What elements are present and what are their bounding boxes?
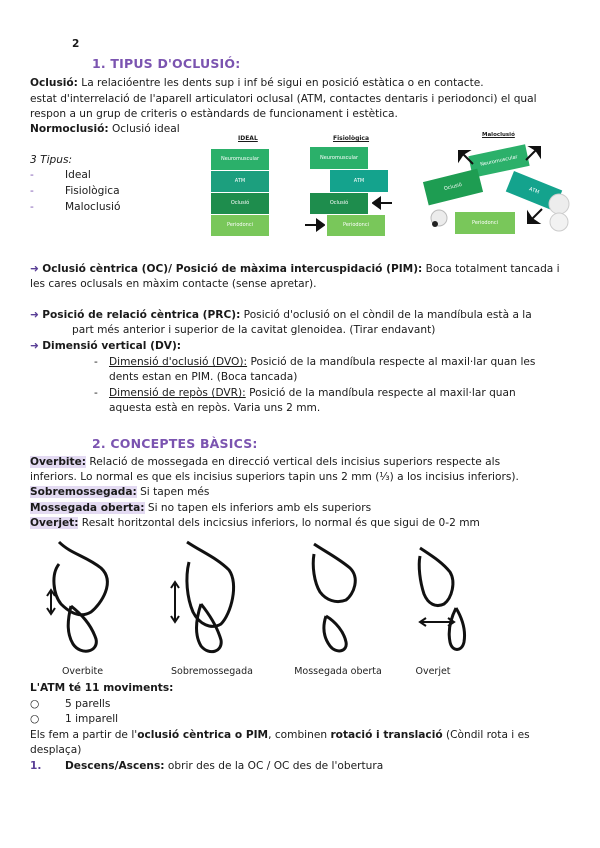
block-atm: ATM [330, 170, 388, 192]
arrow-icon [303, 218, 325, 232]
overjet-definition [30, 516, 480, 531]
overjet-sketch-image [398, 534, 478, 660]
bullet: - [30, 185, 34, 197]
dv-item [30, 339, 181, 354]
figure-title-maloclusio: Maloclusió [482, 132, 515, 138]
overbite-definition [30, 455, 500, 470]
overbite-label: Overbite: [30, 456, 87, 468]
caption-overbite: Overbite [61, 666, 104, 677]
overbite-text: Relació de mossegada en direcció vertical dels incisius superiors respecte als [86, 456, 501, 468]
sobremossegada-label: Sobremossegada: [30, 486, 137, 498]
tipus-title: 3 Tipus: [30, 154, 73, 166]
block-oclusio: Oclusió [310, 193, 368, 214]
dvr-text-line2: aquesta està en repòs. Varia uns 2 mm. [109, 402, 321, 414]
normoclusio-label: Normoclusió: [30, 123, 109, 135]
numbered-item-descens [30, 759, 384, 774]
overjet-text: Resalt horitzontal dels incicsius inferiors, lo normal és que sigui de 0-2 mm [78, 517, 480, 529]
normoclusio-definition [30, 122, 180, 137]
arrow-icon [524, 146, 542, 162]
dash: - [94, 356, 98, 368]
oclusio-text-line3: respon a un grup de criteris o estàndards de funcionament i estètica. [30, 108, 398, 120]
oclusio-label: Oclusió: [30, 77, 78, 89]
section-heading-conceptes: 2. CONCEPTES BÀSICS: [92, 436, 258, 451]
oclusio-text: La relacióentre les dents sup i inf bé sigui en posició estàtica o en contacte. [77, 77, 484, 89]
prc-text: Posició d'oclusió on el còndil de la mandíbula està a la [240, 309, 532, 321]
item-number: 1. [30, 760, 42, 772]
arrow-right-icon: ➜ [30, 340, 39, 352]
caption-mossegada-oberta: Mossegada oberta [294, 666, 382, 677]
tipus-list-item [30, 184, 120, 199]
normoclusio-text: Oclusió ideal [108, 123, 180, 135]
overbite-text-line2: inferiors. Lo normal es que els incisius superiors tapin uns 2 mm (⅓) a los incisius inferiors). [30, 471, 519, 483]
block-periodonci: Periodonci [211, 215, 269, 236]
dvo-text-line2: dents estan en PIM. (Boca tancada) [109, 371, 298, 383]
block-oclusio: Oclusió [211, 193, 269, 214]
caption-overjet: Overjet [415, 666, 451, 677]
descens-text: obrir des de la OC / OC des de l'obertura [164, 760, 384, 772]
atm-text: , combinen [268, 729, 331, 741]
block-neuromuscular: Neuromuscular [211, 149, 269, 170]
tipus-fisiologica: Fisiològica [65, 185, 120, 197]
block-neuromuscular: Neuromuscular [468, 144, 529, 178]
sobremossegada-definition [30, 485, 209, 500]
sobremossegada-text: Si tapen més [136, 486, 210, 498]
sphere-icon [546, 192, 572, 232]
dvo-label: Dimensió d'oclusió (DVO): [109, 356, 248, 368]
arrow-right-icon: ➜ [30, 309, 39, 321]
atm-imparell: 1 imparell [65, 713, 119, 725]
page-number: 2 [72, 38, 80, 50]
atm-text: (Còndil rota i es [442, 729, 530, 741]
mossegada-oberta-label: Mossegada oberta: [30, 502, 145, 514]
block-atm: ATM [211, 171, 269, 192]
dv-label: Dimensió vertical (DV): [42, 340, 182, 352]
mossegada-oberta-definition [30, 501, 371, 516]
figure-title-ideal: IDEAL [238, 135, 258, 142]
circle-bullet-icon: ○ [30, 698, 40, 710]
atm-list-item [30, 697, 111, 712]
atm-text: Els fem a partir de l' [30, 729, 138, 741]
block-periodonci: Periodonci [455, 212, 515, 234]
bullet: - [30, 169, 34, 181]
tipus-maloclusio: Maloclusió [65, 201, 121, 213]
caption-sobremossegada: Sobremossegada [171, 666, 253, 677]
circle-bullet-icon: ○ [30, 713, 40, 725]
atm-list-item [30, 712, 119, 727]
arrow-icon [526, 207, 544, 225]
arrow-right-icon: ➜ [30, 263, 39, 275]
prc-text-line2: part més anterior i superior de la cavitat glenoidea. (Tirar endavant) [72, 324, 436, 336]
atm-parells: 5 parells [65, 698, 111, 710]
oc-item [30, 262, 560, 277]
prc-item [30, 308, 532, 323]
arrow-icon [457, 150, 475, 166]
block-neuromuscular: Neuromuscular [310, 147, 368, 169]
dvr-item [94, 386, 516, 401]
sobremossegada-sketch-image [157, 534, 257, 660]
section-heading-tipus: 1. TIPUS D'OCLUSIÓ: [92, 56, 241, 71]
overbite-sketch-image [31, 534, 134, 660]
tipus-list-item [30, 168, 91, 183]
atm-text-bold: rotació i translació [330, 729, 443, 741]
figure-title-fisiologica: Fisiològica [333, 135, 370, 142]
dvo-item [94, 355, 536, 370]
block-periodonci: Periodonci [327, 215, 385, 236]
block-oclusio: Oclusió [423, 169, 483, 206]
mossegada-oberta-text: Si no tapen els inferiors amb els superiors [144, 502, 372, 514]
oclusio-definition [30, 76, 484, 91]
overjet-label: Overjet: [30, 517, 79, 529]
dvr-label: Dimensió de repòs (DVR): [109, 387, 246, 399]
block-atm: ATM [506, 171, 562, 211]
sphere-icon [429, 204, 449, 228]
dvo-text: Posició de la mandíbula respecte al maxil·lar quan les [247, 356, 536, 368]
atm-title: L'ATM té 11 moviments: [30, 682, 174, 694]
oc-text: Boca totalment tancada i [422, 263, 560, 275]
oclusio-text-line2: estat d'interrelació de l'aparell articulatori oclusal (ATM, contactes dentaris i periodonci) el qual [30, 93, 537, 105]
oc-label: Oclusió cèntrica (OC)/ Posició de màxima intercuspidació (PIM): [42, 263, 423, 275]
atm-description [30, 728, 530, 743]
tipus-ideal: Ideal [65, 169, 91, 181]
dvr-text: Posició de la mandíbula respecte al maxil·lar quan [245, 387, 516, 399]
prc-label: Posició de relació cèntrica (PRC): [42, 309, 241, 321]
atm-description-line2: desplaça) [30, 744, 82, 756]
descens-label: Descens/Ascens: [65, 760, 165, 772]
arrow-icon [372, 196, 394, 210]
oc-text-line2: les cares oclusals en màxim contacte (sense apretar). [30, 278, 317, 290]
bullet: - [30, 201, 34, 213]
mossegada-oberta-sketch-image [288, 534, 380, 660]
dash: - [94, 387, 98, 399]
atm-text-bold: oclusió cèntrica o PIM [137, 729, 269, 741]
tipus-list-item [30, 200, 121, 215]
